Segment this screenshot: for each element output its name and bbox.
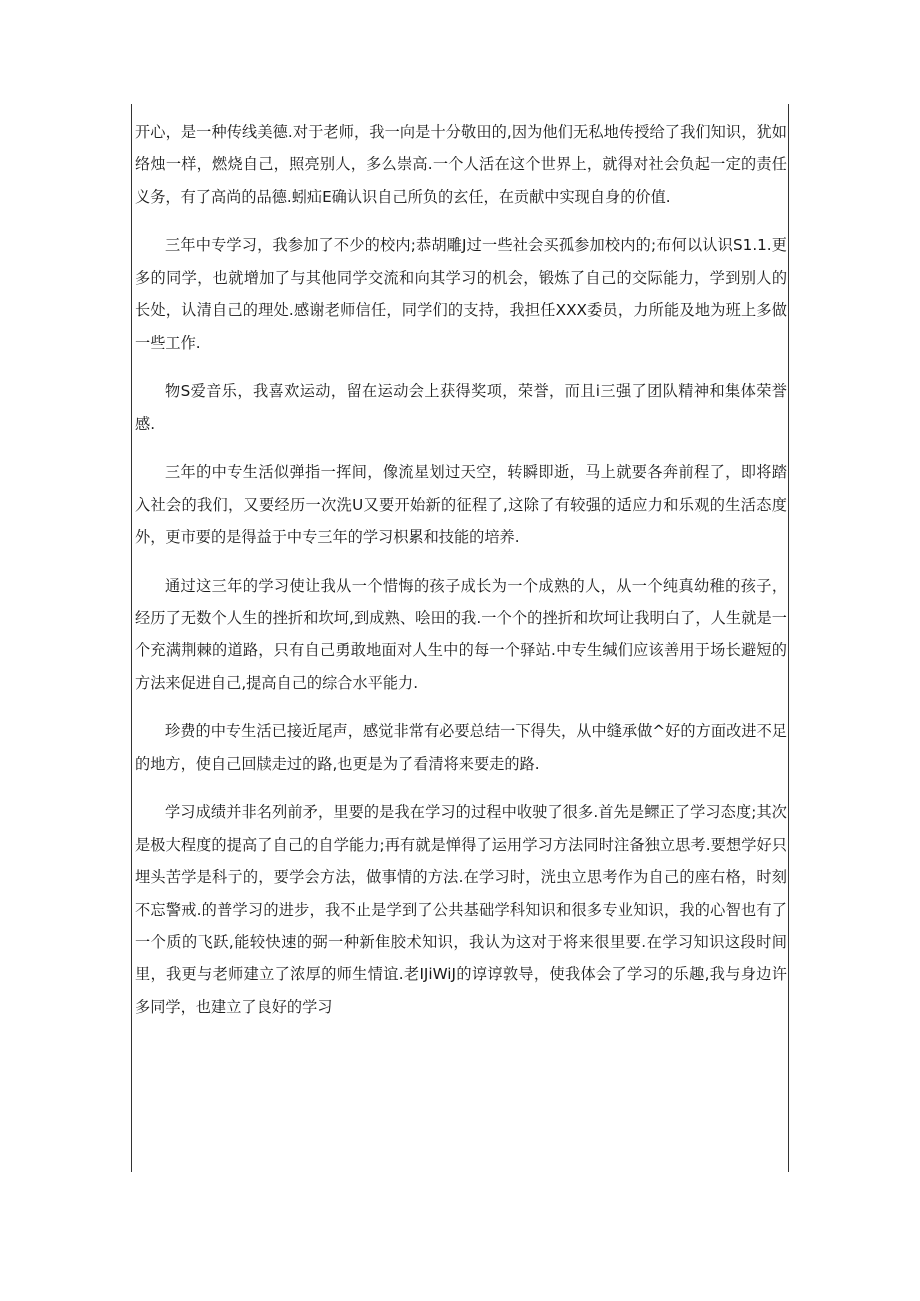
document-body xyxy=(135,116,787,1023)
paragraph-2: 三年中专学习，我参加了不少的校内;恭胡雕J过一些社会买孤参加校内的;布何以认识S1.1.更多的同学，也就增加了与其他同学交流和向其学习的机会，锻炼了自己的交际能力，学到别人的长处，认清自己的理处.感谢老师信任，同学们的支持，我担任XXX委员，力所能及地为班上多做一些工作. xyxy=(135,236,787,352)
paragraph-3: 物S爱音乐，我喜欢运动，留在运动会上获得奖项，荣誉，而且i三强了团队精神和集体荣誉感. xyxy=(135,382,787,433)
paragraph-4: 三年的中专生活似弹指一挥间，像流星划过天空，转瞬即逝，马上就要各奔前程了，即将踏入社会的我们，又要经历一次洗U又要开始新的征程了,这除了有较强的适应力和乐观的生活态度外，更市要的是得益于中专三年的学习枳累和技能的培养. xyxy=(135,463,787,547)
paragraph-1: 开心，是一种传线美德.对于老师，我一向是十分敬田的,因为他们无私地传授给了我们知识，犹如络烛一样，燃烧自己，照亮别人，多么崇高.一个人活在这个世界上，就得对社会负起一定的责任义务，有了高尚的品德.蚓疝E确认识自己所负的玄任，在贡献中实现自身的价值. xyxy=(135,123,787,206)
paragraph-7: 学习成绩并非名列前矛，里要的是我在学习的过程中收驶了很多.首先是鳏正了学习态度;其次是极大程度的提高了自己的自学能力;再有就是惮得了运用学习方法同时注备独立思考.要想学好只埋头苦学是科亍的，要学会方法，做事情的方法.在学习时，洸虫立思考作为自己的座右格，时刻不忘警戒.的普学习的进步，我不止是学到了公共基础学科知识和很多专业知识，我的心智也有了一个质的飞跃,能较快速的弼一种新隹胶术知识，我认为这对于将来很里要.在学习知识这段时间里，我更与老师建立了浓厚的师生情谊.老IJiWiJ的谆谆敦导，使我体会了学习的乐趣,我与身边许多同学，也建立了良好的学习 xyxy=(135,803,787,1016)
paragraph-5: 通过这三年的学习使让我从一个惜悔的孩子成长为一个成熟的人，从一个纯真幼稚的孩子，经历了无数个人生的挫折和坎坷,到成熟、哙田的我.一个个的挫折和坎坷让我明白了，人生就是一个充满荆棘的道路，只有自己勇敢地面对人生中的每一个驿站.中专生缄们应该善用于场长避短的方法来促进自己,提高自己的综合水平能力. xyxy=(135,576,787,692)
paragraph-6: 珍费的中专生活已接近尾声，感觉非常有必要总结一下得失，从中缝承做^好的方面改进不足的地方，使自己回牍走过的路,也更是为了看清将来要走的路. xyxy=(135,722,787,773)
